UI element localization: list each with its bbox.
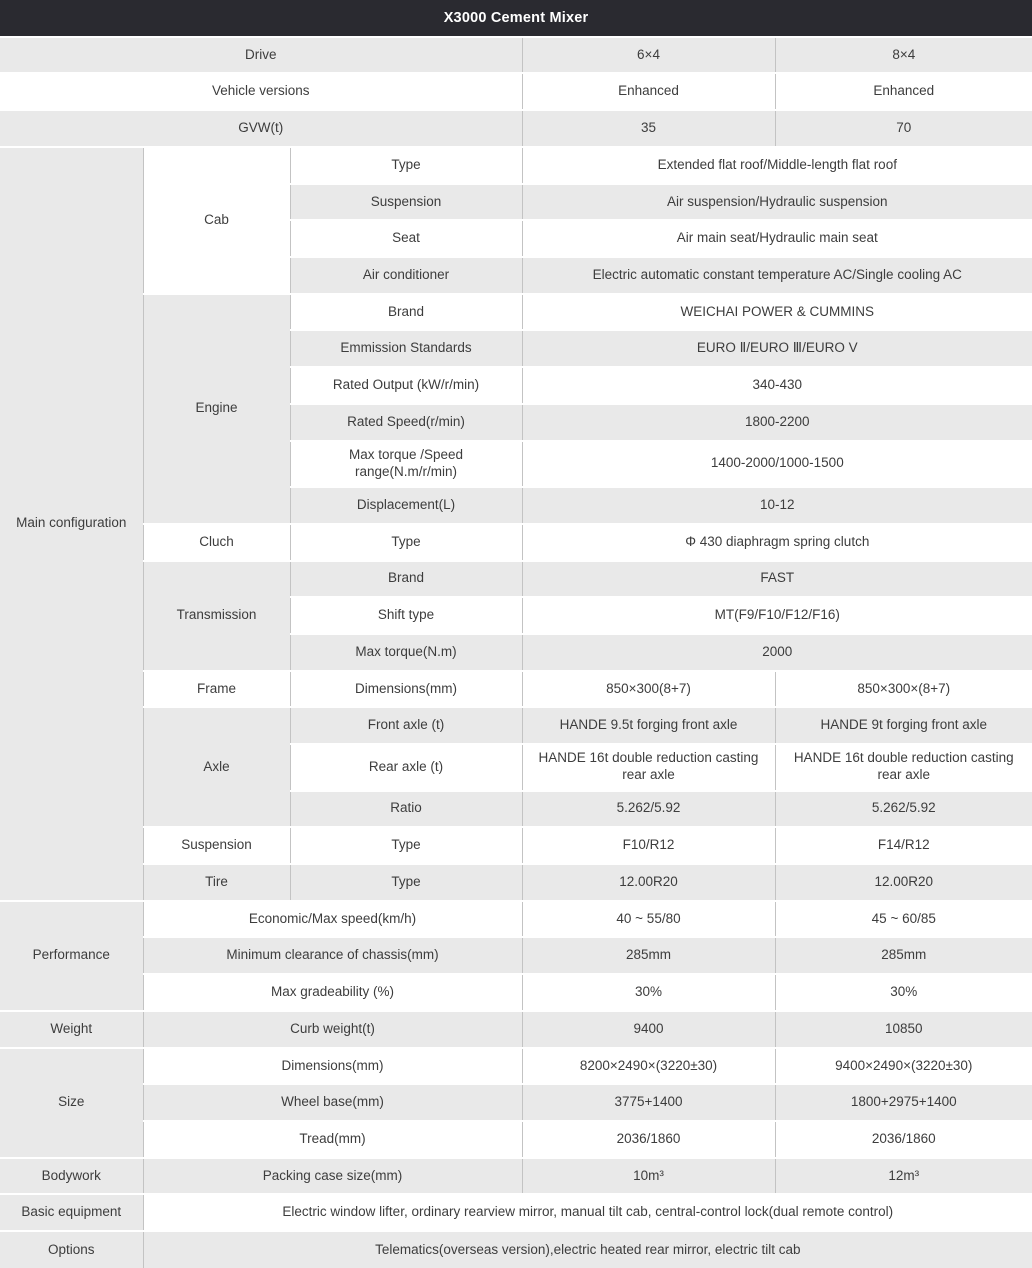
row-label: Packing case size(mm) <box>143 1158 522 1195</box>
row-label: Dimensions(mm) <box>143 1048 522 1085</box>
cell-value: EURO Ⅱ/EURO Ⅲ/EURO V <box>522 330 1032 367</box>
cell-value: Φ 430 diaphragm spring clutch <box>522 524 1032 561</box>
row-label: Type <box>290 524 522 561</box>
table-row <box>0 561 1032 598</box>
cell-value: F14/R12 <box>775 827 1032 864</box>
row-label: Type <box>290 147 522 184</box>
row-label: Emmission Standards <box>290 330 522 367</box>
cell-value: 8×4 <box>775 37 1032 74</box>
cell-value: 10m³ <box>522 1158 775 1195</box>
row-label-drive: Drive <box>0 37 522 74</box>
cell-value: 9400×2490×(3220±30) <box>775 1048 1032 1085</box>
cell-value: F10/R12 <box>522 827 775 864</box>
cell-value: 850×300(8+7) <box>522 671 775 708</box>
cell-value: 850×300×(8+7) <box>775 671 1032 708</box>
group-transmission: Transmission <box>143 561 290 671</box>
section-options: Options <box>0 1231 143 1268</box>
cell-value: 8200×2490×(3220±30) <box>522 1048 775 1085</box>
cell-value: 40 ~ 55/80 <box>522 901 775 938</box>
table-row <box>0 671 1032 708</box>
cell-value: 5.262/5.92 <box>522 791 775 828</box>
cell-value: Extended flat roof/Middle-length flat roof <box>522 147 1032 184</box>
cell-value: FAST <box>522 561 1032 598</box>
table-row <box>0 110 1032 147</box>
row-label: Front axle (t) <box>290 707 522 744</box>
page-title: X3000 Cement Mixer <box>0 0 1032 37</box>
table-row <box>0 974 1032 1011</box>
cell-value: 35 <box>522 110 775 147</box>
table-row <box>0 1231 1032 1268</box>
row-label: Wheel base(mm) <box>143 1084 522 1121</box>
table-row <box>0 1194 1032 1231</box>
table-row <box>0 1048 1032 1085</box>
cell-value: 5.262/5.92 <box>775 791 1032 828</box>
cell-value: HANDE 9.5t forging front axle <box>522 707 775 744</box>
table-row <box>0 827 1032 864</box>
cell-value: 2000 <box>522 634 1032 671</box>
cell-value: 285mm <box>522 937 775 974</box>
cell-value: HANDE 16t double reduction casting rear axle <box>775 744 1032 790</box>
cell-value: 1400-2000/1000-1500 <box>522 441 1032 487</box>
table-row <box>0 37 1032 74</box>
row-label: Curb weight(t) <box>143 1011 522 1048</box>
row-label: Rear axle (t) <box>290 744 522 790</box>
row-label: Rated Speed(r/min) <box>290 404 522 441</box>
section-main-configuration: Main configuration <box>0 147 143 901</box>
group-axle: Axle <box>143 707 290 827</box>
group-engine: Engine <box>143 294 290 524</box>
cell-value: 12.00R20 <box>775 864 1032 901</box>
section-weight: Weight <box>0 1011 143 1048</box>
row-label: Ratio <box>290 791 522 828</box>
row-label: Suspension <box>290 184 522 221</box>
row-label: Displacement(L) <box>290 487 522 524</box>
section-basic-equipment: Basic equipment <box>0 1194 143 1231</box>
cell-value: WEICHAI POWER & CUMMINS <box>522 294 1032 331</box>
row-label: Max gradeability (%) <box>143 974 522 1011</box>
cell-value: 30% <box>522 974 775 1011</box>
row-label: Seat <box>290 220 522 257</box>
cell-value: 9400 <box>522 1011 775 1048</box>
cell-value: 1800+2975+1400 <box>775 1084 1032 1121</box>
table-row <box>0 0 1032 37</box>
cell-value: Air suspension/Hydraulic suspension <box>522 184 1032 221</box>
row-label: Brand <box>290 561 522 598</box>
cell-value: 2036/1860 <box>775 1121 1032 1158</box>
row-label: Shift type <box>290 597 522 634</box>
row-label: Minimum clearance of chassis(mm) <box>143 937 522 974</box>
cell-value: Telematics(overseas version),electric heated rear mirror, electric tilt cab <box>143 1231 1032 1268</box>
row-label: Tread(mm) <box>143 1121 522 1158</box>
group-suspension: Suspension <box>143 827 290 864</box>
table-row <box>0 707 1032 744</box>
row-label: Max torque(N.m) <box>290 634 522 671</box>
group-cab: Cab <box>143 147 290 294</box>
cell-value: Electric automatic constant temperature AC/Single cooling AC <box>522 257 1032 294</box>
cell-value: 340-430 <box>522 367 1032 404</box>
group-tire: Tire <box>143 864 290 901</box>
table-row <box>0 73 1032 110</box>
row-label: Brand <box>290 294 522 331</box>
cell-value: 30% <box>775 974 1032 1011</box>
cell-value: HANDE 16t double reduction casting rear axle <box>522 744 775 790</box>
row-label-vehicle-versions: Vehicle versions <box>0 73 522 110</box>
table-row <box>0 1011 1032 1048</box>
table-row <box>0 864 1032 901</box>
cell-value: HANDE 9t forging front axle <box>775 707 1032 744</box>
table-row <box>0 294 1032 331</box>
table-row <box>0 524 1032 561</box>
table-row <box>0 937 1032 974</box>
row-label: Air conditioner <box>290 257 522 294</box>
group-frame: Frame <box>143 671 290 708</box>
row-label: Dimensions(mm) <box>290 671 522 708</box>
cell-value: Electric window lifter, ordinary rearview mirror, manual tilt cab, central-control lock(dual remote control) <box>143 1194 1032 1231</box>
cell-value: MT(F9/F10/F12/F16) <box>522 597 1032 634</box>
table-row <box>0 1158 1032 1195</box>
section-bodywork: Bodywork <box>0 1158 143 1195</box>
group-cluch: Cluch <box>143 524 290 561</box>
cell-value: Enhanced <box>522 73 775 110</box>
section-performance: Performance <box>0 901 143 1011</box>
cell-value: 12.00R20 <box>522 864 775 901</box>
cell-value: 45 ~ 60/85 <box>775 901 1032 938</box>
row-label: Economic/Max speed(km/h) <box>143 901 522 938</box>
table-row <box>0 1121 1032 1158</box>
cell-value: 3775+1400 <box>522 1084 775 1121</box>
cell-value: 6×4 <box>522 37 775 74</box>
cell-value: 10-12 <box>522 487 1032 524</box>
row-label-gvw: GVW(t) <box>0 110 522 147</box>
row-label: Type <box>290 827 522 864</box>
row-label: Type <box>290 864 522 901</box>
cell-value: Enhanced <box>775 73 1032 110</box>
cell-value: 1800-2200 <box>522 404 1032 441</box>
table-row <box>0 147 1032 184</box>
cell-value: Air main seat/Hydraulic main seat <box>522 220 1032 257</box>
row-label: Rated Output (kW/r/min) <box>290 367 522 404</box>
cell-value: 285mm <box>775 937 1032 974</box>
row-label: Max torque /Speed range(N.m/r/min) <box>290 441 522 487</box>
section-size: Size <box>0 1048 143 1158</box>
cell-value: 12m³ <box>775 1158 1032 1195</box>
cell-value: 2036/1860 <box>522 1121 775 1158</box>
table-row <box>0 1084 1032 1121</box>
cell-value: 70 <box>775 110 1032 147</box>
cell-value: 10850 <box>775 1011 1032 1048</box>
table-row <box>0 901 1032 938</box>
